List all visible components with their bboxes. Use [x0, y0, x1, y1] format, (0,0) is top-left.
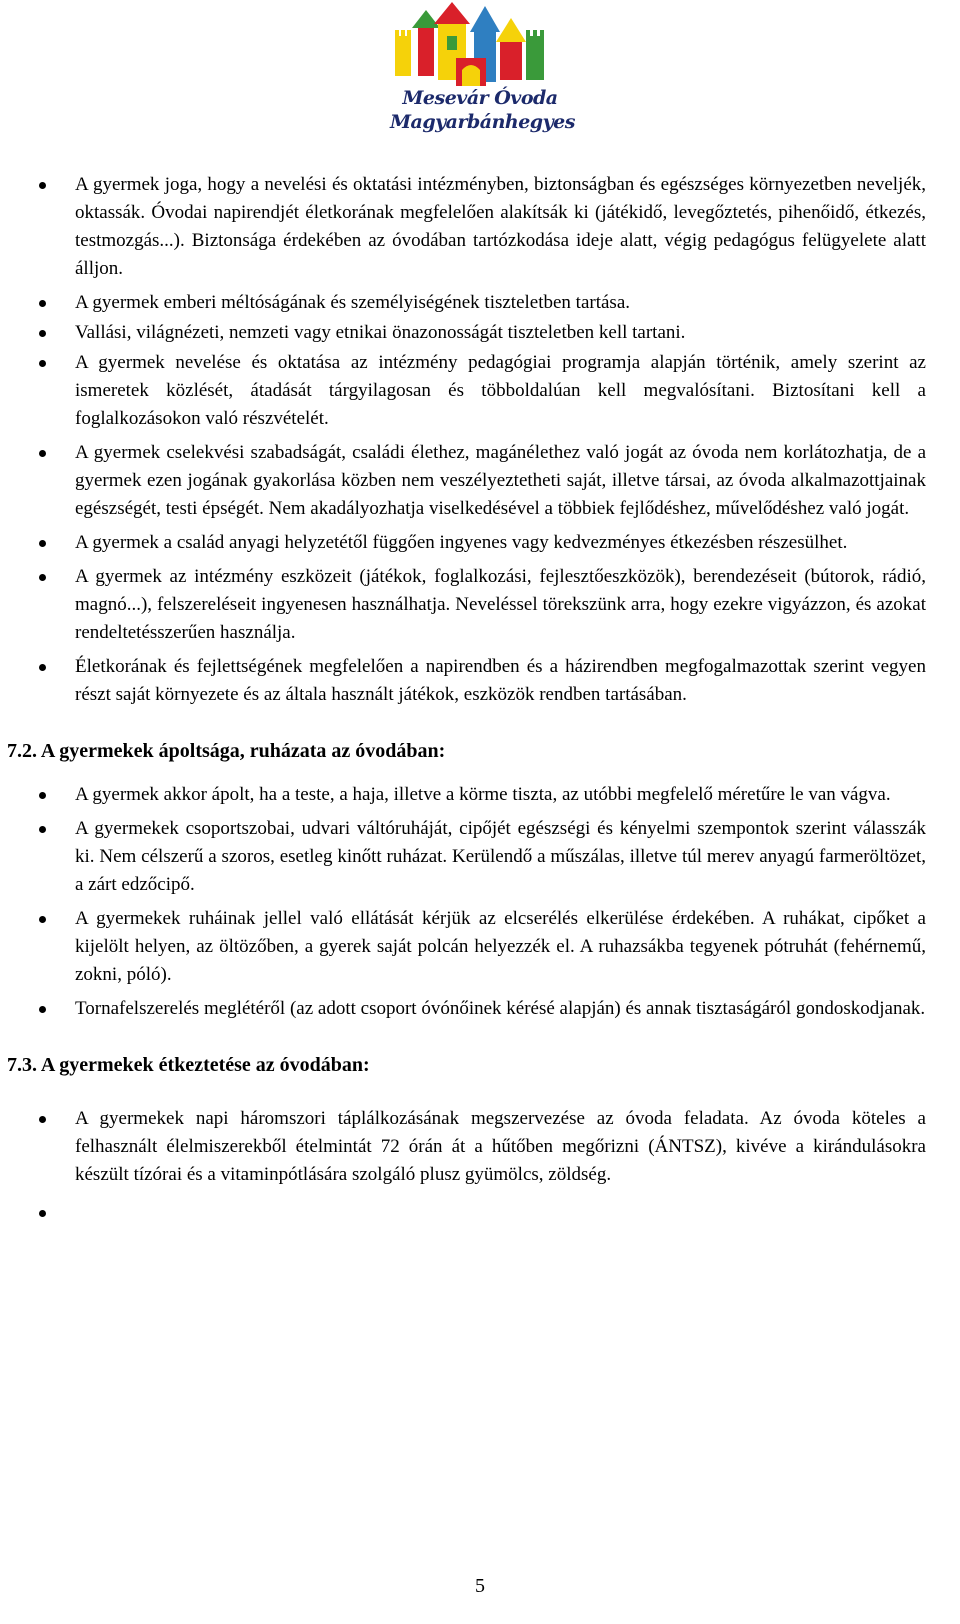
rights-list: [0, 171, 960, 709]
section-heading-7-3: 7.3. A gyermekek étkeztetése az óvodában:: [7, 1054, 370, 1076]
list-item: Vallási, világnézeti, nemzeti vagy etnikai önazonosságát tiszteletben kell tartani.: [0, 319, 960, 347]
bullet-icon: [39, 826, 46, 833]
logo-subtitle: Magyarbánhegyes: [390, 111, 575, 133]
list-item: A gyermek nevelése és oktatása az intézmény pedagógiai programja alapján történik, amely szerint az ismeretek közlését, átadását tárgyilagosan és többoldalúan kell megvalósítani. Biztosítani kell a foglalkozásokon való részvételét.: [0, 349, 960, 433]
castle-logo-icon: [390, 0, 570, 90]
bullet-icon: [39, 330, 46, 337]
meals-list: [0, 1105, 960, 1227]
bullet-icon: [39, 1210, 46, 1217]
list-item: A gyermek akkor ápolt, ha a teste, a haja, illetve a körme tiszta, az utóbbi megfelelő méretűre le van vágva.: [0, 781, 960, 809]
bullet-icon: [39, 1006, 46, 1013]
bullet-icon: [39, 1116, 46, 1123]
hygiene-list: [0, 781, 960, 1023]
list-item: A gyermekek csoportszobai, udvari váltóruháját, cipőjét egészségi és kényelmi szempontok szerint válasszák ki. Nem célszerű a szoros, esetleg kinőtt ruházat. Kerülendő a műszálas, illetve túl merev anyagú farmeröltözet, a zárt edzőcipő.: [0, 815, 960, 899]
section-heading-7-2: 7.2. A gyermekek ápoltsága, ruházata az óvodában:: [7, 740, 446, 762]
bullet-icon: [39, 450, 46, 457]
list-item: A gyermek emberi méltóságának és személyiségének tiszteletben tartása.: [0, 289, 960, 317]
list-item: A gyermek joga, hogy a nevelési és oktatási intézményben, biztonságban és egészséges környezetben neveljék, oktassák. Óvodai napirendjét életkorának megfelelően alakítsák ki (játékidő, levegőztetés, pihenőidő, étkezés, testmozgás...). Biztonsága érdekében az óvodában tartózkodása ideje alatt, végig pedagógus felügyelete alatt álljon.: [0, 171, 960, 283]
list-item: [0, 1199, 960, 1227]
list-item: A gyermekek ruháinak jellel való ellátását kérjük az elcserélés elkerülése érdekében. A ruhákat, cipőket a kijelölt helyen, az öltözőben, a gyerek saját polcán helyezzék el. A ruhazsákba tegyenek pótruhát (fehérnemű, zokni, póló).: [0, 905, 960, 989]
logo: [390, 0, 575, 145]
bullet-icon: [39, 664, 46, 671]
logo-title: Mesevár Óvoda: [402, 87, 558, 109]
bullet-icon: [39, 792, 46, 799]
bullet-icon: [39, 574, 46, 581]
page-number: 5: [475, 1575, 485, 1597]
bullet-icon: [39, 916, 46, 923]
list-item: Tornafelszerelés meglétéről (az adott csoport óvónőinek kérésé alapján) és annak tisztaságáról gondoskodjanak.: [0, 995, 960, 1023]
document-body: [0, 171, 960, 1227]
bullet-icon: [39, 540, 46, 547]
bullet-icon: [39, 300, 46, 307]
bullet-icon: [39, 360, 46, 367]
bullet-icon: [39, 182, 46, 189]
list-item: A gyermek cselekvési szabadságát, családi élethez, magánélethez való jogát az óvoda nem korlátozhatja, de a gyermek ezen jogának gyakorlása közben nem veszélyeztetheti saját, illetve társai, az óvoda alkalmazottjainak egészségét, testi épségét. Nem akadályozhatja viselkedésével a többiek fejlődéshez, művelődéshez való jogát.: [0, 439, 960, 523]
list-item: A gyermek a család anyagi helyzetétől függően ingyenes vagy kedvezményes étkezésben részesülhet.: [0, 529, 960, 557]
list-item: A gyermek az intézmény eszközeit (játékok, foglalkozási, fejlesztőeszközök), berendezéseit (bútorok, rádió, magnó...), felszereléseit ingyenesen használhatja. Neveléssel törekszünk arra, hogy ezekre vigyázzon, és azokat rendeltetésszerűen használja.: [0, 563, 960, 647]
list-item: A gyermekek napi háromszori táplálkozásának megszervezése az óvoda feladata. Az óvoda köteles a felhasznált élelmiszerekből ételmintát 72 órán át a hűtőben megőrizni (ÁNTSZ), kivéve a kirándulásokra készült tízórai és a vitaminpótlására szolgáló plusz gyümölcs, zöldség.: [0, 1105, 960, 1189]
list-item: Életkorának és fejlettségének megfelelően a napirendben és a házirendben megfogalmazottak szerint vegyen részt saját környezete és az általa használt játékok, eszközök rendben tartásában.: [0, 653, 960, 709]
